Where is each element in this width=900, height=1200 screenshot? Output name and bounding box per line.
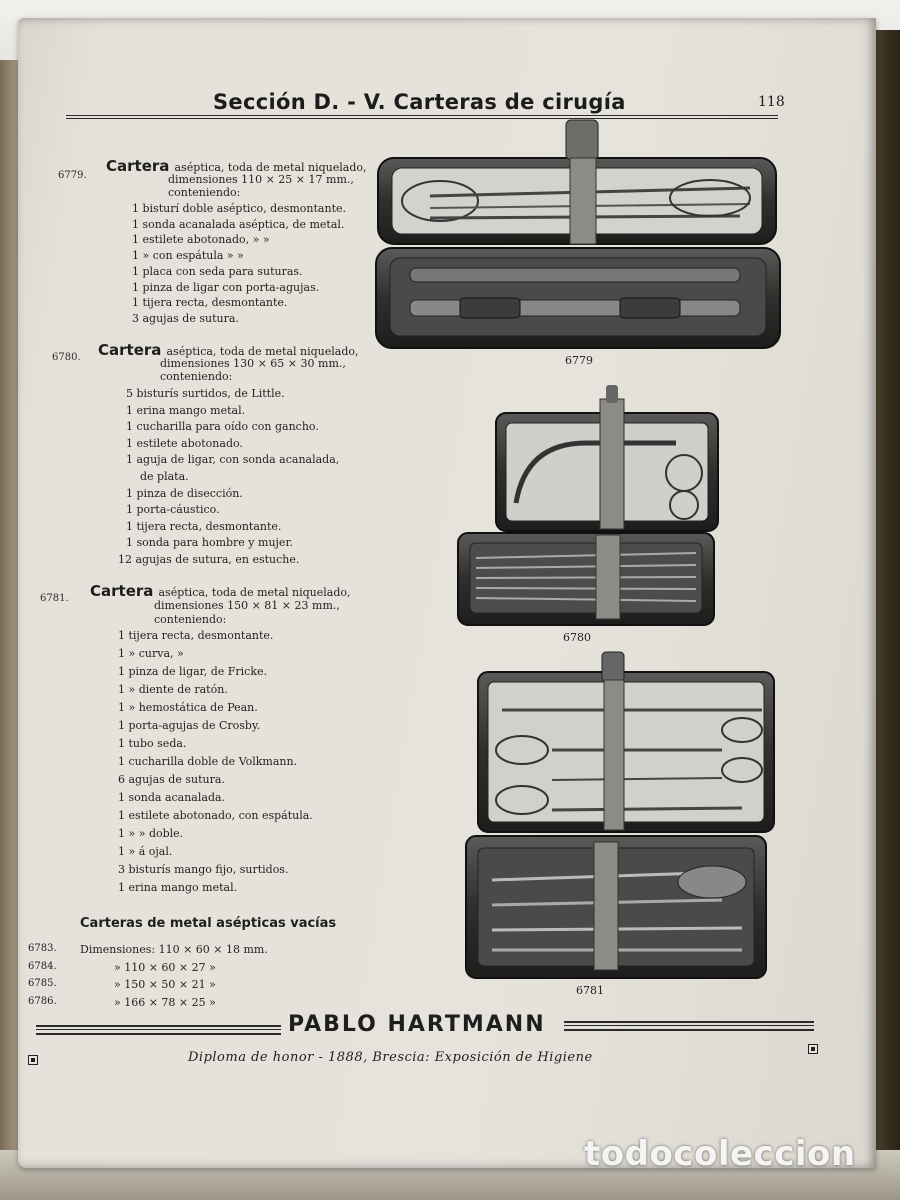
entry-intro: aséptica, toda de metal niquelado, [166, 345, 359, 358]
list-item: 6 agujas de sutura. [118, 773, 225, 786]
list-item: 1 bisturí doble aséptico, desmontante. [132, 202, 347, 215]
page-number: 118 [758, 94, 785, 110]
entry-intro: aséptica, toda de metal niquelado, [158, 586, 351, 599]
list-item: de plata. [140, 470, 189, 483]
list-item: 12 agujas de sutura, en estuche. [118, 553, 300, 566]
entry-heading: Cartera [90, 582, 154, 600]
table-row-code: 6785. [28, 978, 57, 989]
table-row-code: 6783. [28, 943, 57, 954]
list-item: 1 » curva, » [118, 647, 184, 660]
entry-code: 6781. [40, 593, 69, 604]
list-item: 1 sonda acanalada. [118, 791, 226, 804]
figure-6779 [370, 118, 790, 353]
list-item: 1 erina mango metal. [126, 403, 246, 417]
list-item: 1 placa con seda para suturas. [132, 264, 303, 278]
list-item: 1 porta-cáustico. [126, 503, 220, 517]
list-item: 1 cucharilla para oído con gancho. [126, 420, 319, 434]
figure-caption: 6780 [563, 631, 591, 644]
catalog-page [18, 18, 876, 1168]
list-item: 1 tijera recta, desmontante. [126, 519, 282, 533]
entry-code: 6779. [58, 170, 87, 181]
entry-intro: aséptica, toda de metal niquelado, [174, 161, 367, 174]
list-item: 1 pinza de ligar, de Fricke. [118, 665, 268, 678]
watermark-logo: todocoleccion [584, 1134, 856, 1174]
table-row-text: » 110 × 60 × 27 » [114, 960, 216, 974]
entry-containing: conteniendo: [168, 186, 241, 199]
footer-rule-left [36, 1025, 281, 1027]
list-item: 1 erina mango metal. [118, 881, 238, 894]
footer-rule-left [36, 1033, 281, 1035]
figure-6781 [442, 650, 782, 982]
list-item: 1 sonda acanalada aséptica, de metal. [132, 217, 345, 231]
ornament-square-icon [808, 1044, 818, 1054]
figure-caption: 6779 [565, 354, 593, 367]
list-item: 3 agujas de sutura. [132, 311, 239, 325]
ornament-square-icon [28, 1055, 38, 1065]
diploma-line: Diploma de honor - 1888, Brescia: Exposición de Higiene [188, 1050, 593, 1065]
footer-rule-right [564, 1025, 814, 1026]
footer-rule-left [36, 1029, 281, 1030]
table-row-text: » 166 × 78 × 25 » [114, 995, 216, 1009]
list-item: 1 estilete abotonado. [126, 436, 243, 450]
table-row-code: 6786. [28, 995, 57, 1007]
list-item: 3 bisturís mango fijo, surtidos. [118, 863, 289, 876]
header-rule [66, 115, 778, 116]
page-title: Sección D. - V. Carteras de cirugía [213, 90, 626, 114]
list-item: 1 » hemostática de Pean. [118, 701, 258, 714]
list-item: 1 tijera recta, desmontante. [132, 296, 288, 310]
list-item: 1 » á ojal. [118, 845, 173, 858]
footer-rule-right [564, 1029, 814, 1031]
list-item: 1 estilete abotonado, con espátula. [118, 809, 313, 822]
list-item: 1 » diente de ratón. [118, 683, 228, 696]
figure-caption: 6781 [576, 984, 604, 997]
list-item: 1 cucharilla doble de Volkmann. [118, 755, 298, 768]
table-row-text: Dimensiones: 110 × 60 × 18 mm. [80, 943, 268, 956]
entry-containing: conteniendo: [154, 613, 227, 626]
list-item: 1 sonda para hombre y mujer. [126, 536, 293, 550]
table-row-text: » 150 × 50 × 21 » [114, 978, 216, 991]
table-row-code: 6784. [28, 960, 57, 972]
list-item: 1 pinza de disección. [126, 486, 243, 500]
entry-dimensions: dimensiones 130 × 65 × 30 mm., [160, 357, 346, 370]
list-item: 1 tijera recta, desmontante. [118, 629, 274, 642]
entry-dimensions: dimensiones 110 × 25 × 17 mm., [168, 173, 354, 186]
list-item: 1 pinza de ligar con porta-agujas. [132, 280, 320, 294]
list-item: 1 » » doble. [118, 827, 184, 840]
list-item: 1 tubo seda. [118, 737, 187, 750]
entry-heading: Cartera [106, 157, 170, 175]
brand-name: PABLO HARTMANN [288, 1012, 546, 1037]
empty-cases-heading: Carteras de metal asépticas vacías [80, 916, 337, 931]
footer-rule-right [564, 1021, 814, 1023]
list-item: 1 porta-agujas de Crosby. [118, 719, 261, 732]
entry-dimensions: dimensiones 150 × 81 × 23 mm., [154, 599, 340, 612]
entry-heading: Cartera [98, 341, 162, 359]
entry-containing: conteniendo: [160, 370, 233, 383]
entry-code: 6780. [52, 352, 81, 363]
list-item: 5 bisturís surtidos, de Little. [126, 387, 285, 400]
list-item: 1 aguja de ligar, con sonda acanalada, [126, 453, 340, 467]
list-item: 1 » con espátula » » [132, 249, 244, 263]
figure-6780 [436, 383, 726, 633]
list-item: 1 estilete abotonado, » » [132, 233, 270, 247]
